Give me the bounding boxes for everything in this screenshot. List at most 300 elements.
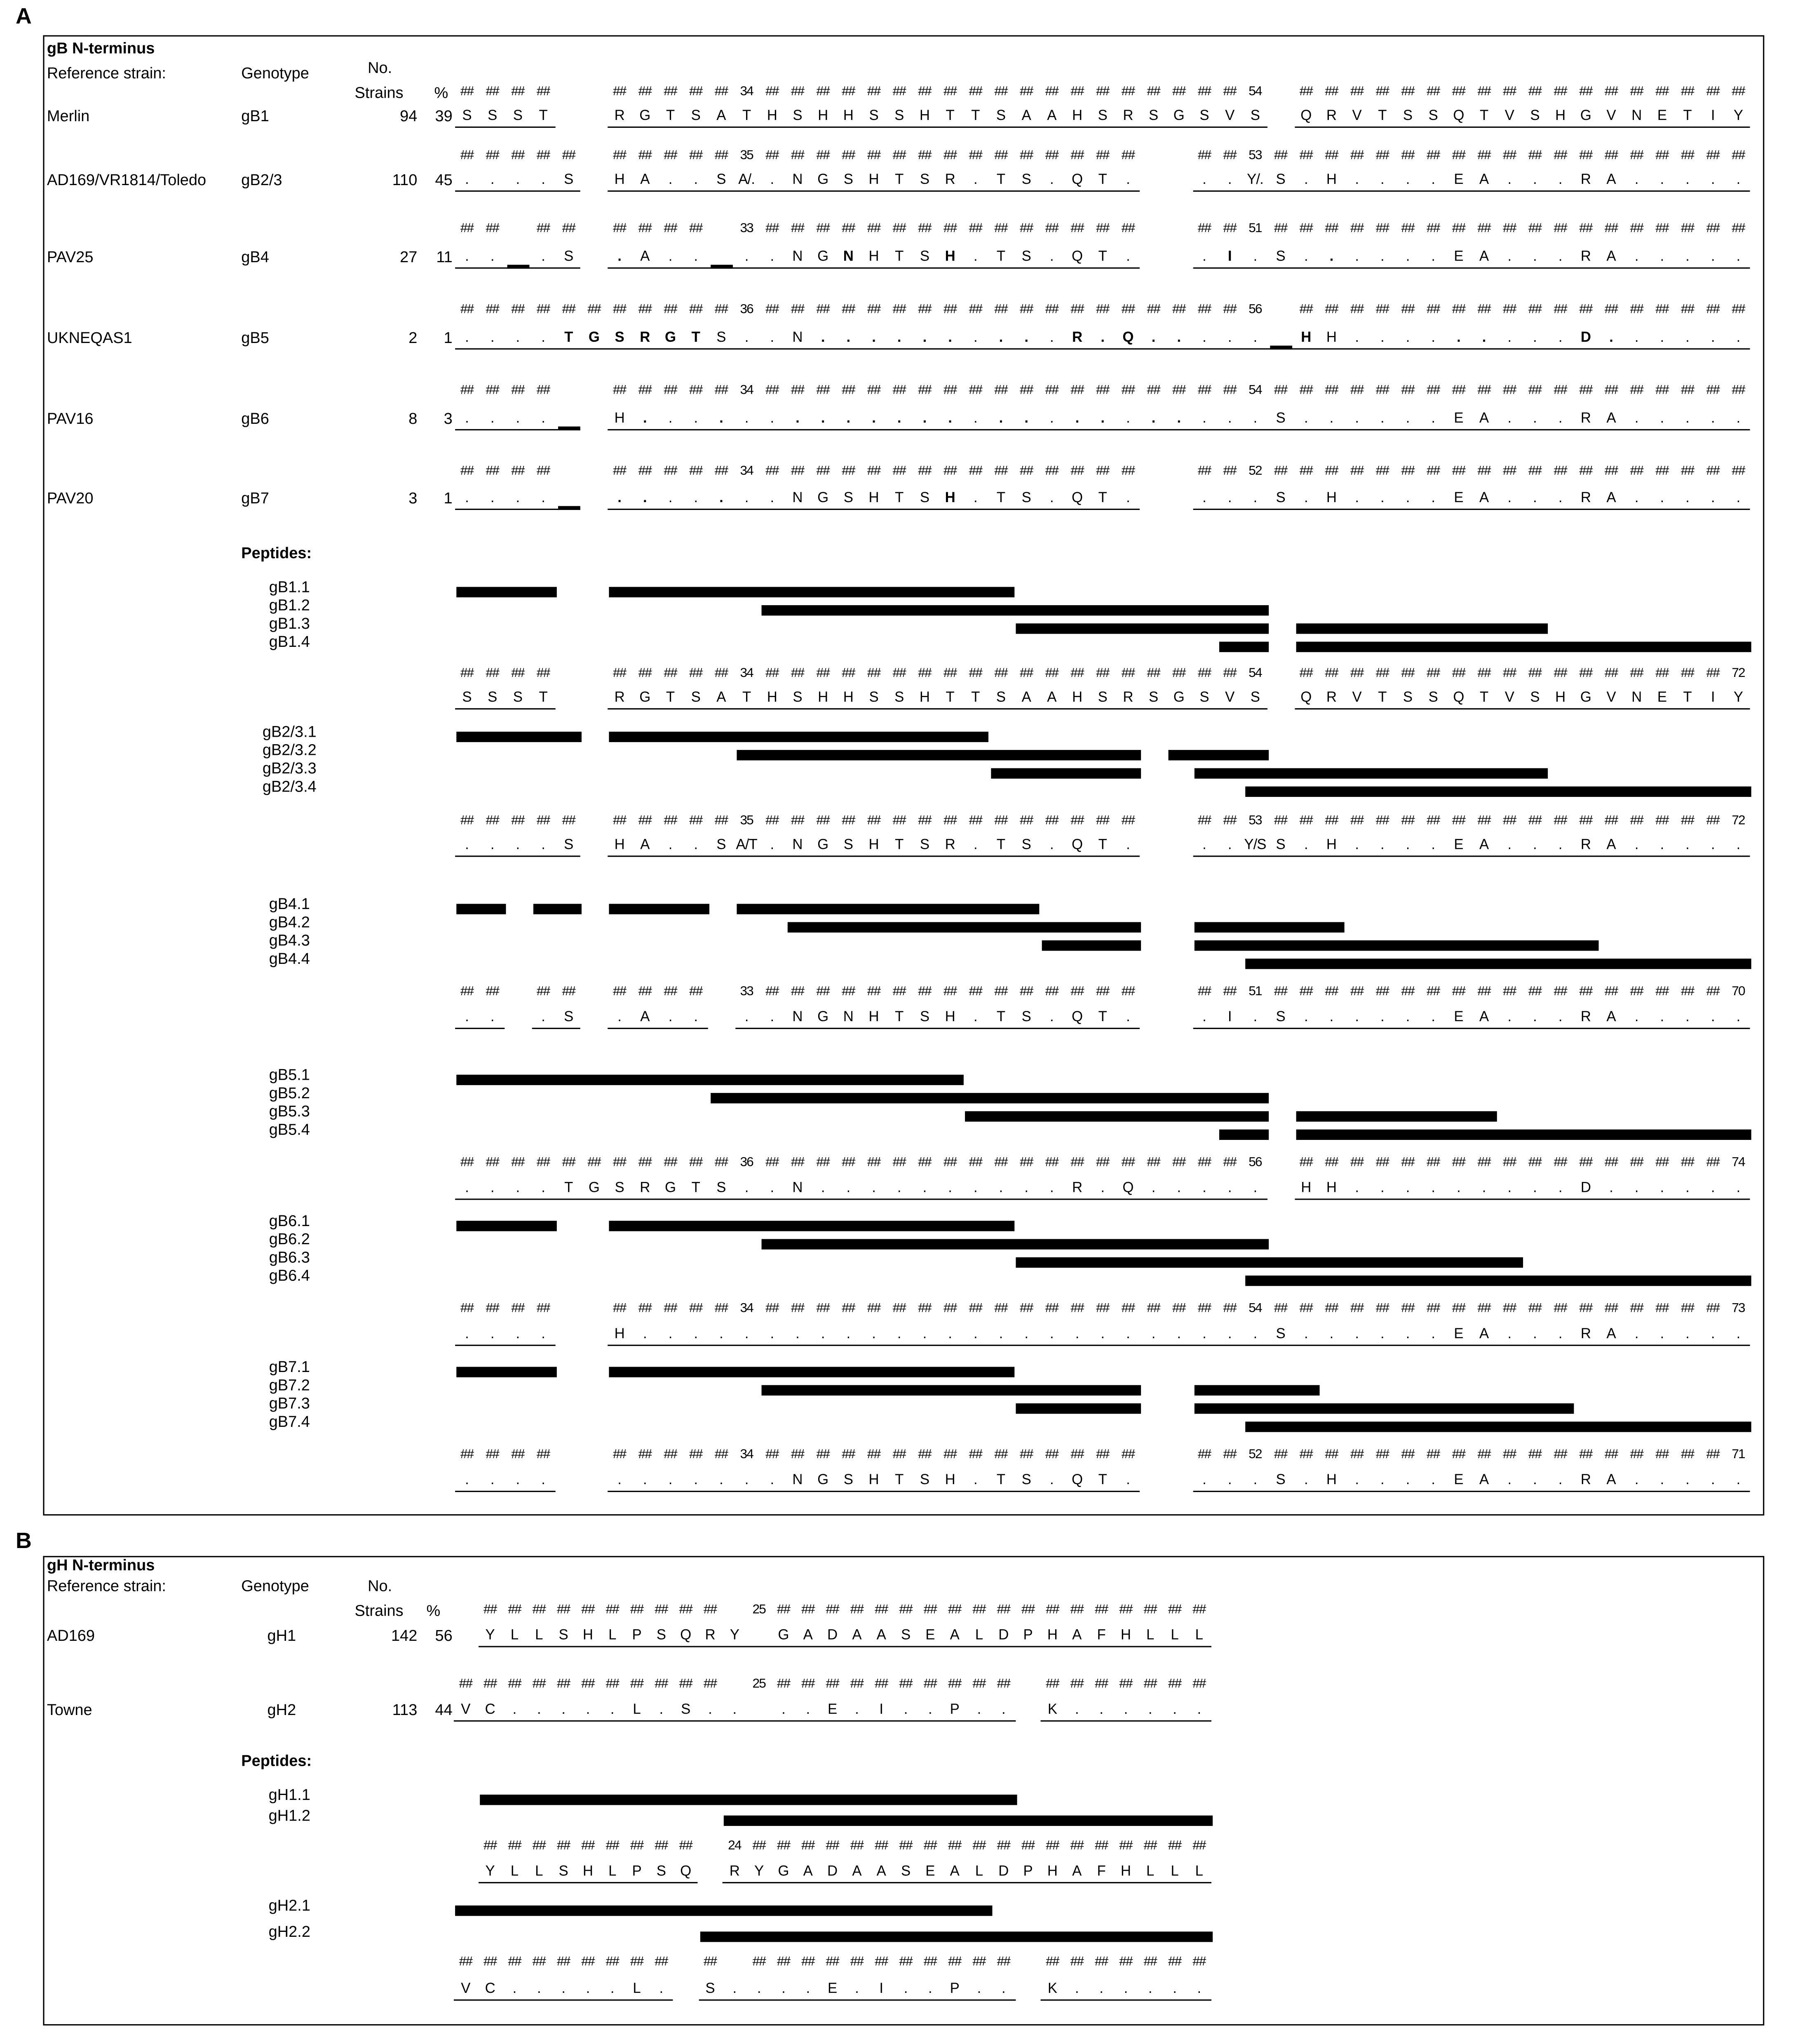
residue: N <box>843 249 854 265</box>
position-marker: ## <box>1223 1447 1236 1462</box>
panel-b-title: gH N-terminus <box>47 1556 155 1574</box>
position-marker: ## <box>1401 85 1414 99</box>
residue: T <box>895 249 904 265</box>
residue: S <box>869 690 878 706</box>
position-marker: ## <box>791 148 804 163</box>
residue: . <box>1558 411 1562 427</box>
position-marker: ## <box>689 464 702 479</box>
residue: . <box>1101 411 1105 427</box>
peptide-bar <box>1194 1385 1319 1396</box>
position-number: 36 <box>740 1155 753 1170</box>
position-marker: ## <box>791 1302 804 1316</box>
residue: . <box>846 411 850 427</box>
position-marker: ## <box>943 814 957 828</box>
position-marker: ## <box>867 221 880 236</box>
position-marker: ## <box>1528 814 1542 828</box>
position-marker: ## <box>765 221 779 236</box>
peptide-bar <box>1041 940 1141 951</box>
strain-percent: 56 <box>435 1626 453 1645</box>
position-marker: ## <box>1096 383 1109 398</box>
residue: . <box>1075 411 1079 427</box>
residue: . <box>490 837 494 853</box>
position-marker: ## <box>791 984 804 999</box>
position-marker: ## <box>1121 383 1135 398</box>
residue: . <box>1406 1326 1410 1342</box>
position-marker: ## <box>1655 148 1669 163</box>
position-marker: ## <box>918 464 931 479</box>
position-number: 33 <box>740 984 753 999</box>
residue: T <box>946 108 954 124</box>
residue: K <box>1047 1981 1057 1997</box>
position-marker: ## <box>1680 1447 1694 1462</box>
position-marker: ## <box>511 148 524 163</box>
position-marker: ## <box>867 814 880 828</box>
position-marker: ## <box>1706 984 1720 999</box>
position-marker: ## <box>791 302 804 317</box>
position-marker: ## <box>816 814 829 828</box>
residue: . <box>1431 172 1435 188</box>
residue: C <box>485 1981 495 1997</box>
residue: S <box>1276 1326 1285 1342</box>
position-marker: ## <box>508 1955 521 1970</box>
peptide-name: gB2/3.1 <box>262 722 317 741</box>
residue: S <box>843 490 853 506</box>
position-marker: ## <box>556 1677 570 1692</box>
residue: N <box>792 172 803 188</box>
strain-count: 94 <box>400 107 418 125</box>
position-marker: ## <box>1528 1447 1542 1462</box>
position-marker: ## <box>943 221 957 236</box>
residue: . <box>541 1472 545 1488</box>
position-marker: ## <box>801 1677 814 1692</box>
residue: N <box>792 837 803 853</box>
residue: S <box>901 1863 911 1880</box>
residue: . <box>1304 411 1308 427</box>
residue: T <box>971 108 980 124</box>
position-marker: ## <box>997 1839 1010 1854</box>
residue: . <box>516 490 520 506</box>
residue: P <box>632 1863 641 1880</box>
position-marker: ## <box>1732 85 1745 99</box>
position-marker: ## <box>1172 1155 1185 1170</box>
position-marker: ## <box>1094 1677 1108 1692</box>
residue: . <box>1482 330 1486 346</box>
position-marker: ## <box>1168 1839 1181 1854</box>
residue: . <box>1507 330 1511 346</box>
sequence-underline <box>455 509 580 510</box>
position-marker: ## <box>1119 1677 1132 1692</box>
position-marker: ## <box>842 1302 855 1316</box>
sequence-underline <box>608 190 1140 192</box>
residue: . <box>1304 1472 1308 1488</box>
residue: . <box>1227 1180 1232 1196</box>
position-marker: ## <box>1528 221 1542 236</box>
sequence-underline <box>1192 1028 1750 1029</box>
position-marker: ## <box>1630 302 1643 317</box>
position-marker: ## <box>1325 85 1338 99</box>
residue: H <box>843 690 854 706</box>
position-number: 34 <box>740 383 753 398</box>
peptide-name: gB7.4 <box>269 1412 310 1431</box>
position-marker: ## <box>1143 1839 1157 1854</box>
position-marker: ## <box>1096 666 1109 681</box>
residue: S <box>488 690 497 706</box>
residue: . <box>465 172 469 188</box>
residue: H <box>582 1863 593 1880</box>
residue: . <box>1406 172 1410 188</box>
position-marker: ## <box>1070 148 1084 163</box>
position-marker: ## <box>483 1839 497 1854</box>
residue: . <box>1227 172 1232 188</box>
position-marker: ## <box>1045 666 1058 681</box>
position-marker: ## <box>581 1955 594 1970</box>
residue: . <box>1151 411 1155 427</box>
residue: V <box>1606 108 1616 124</box>
peptide-bar <box>456 1221 556 1231</box>
residue: S <box>1276 490 1285 506</box>
position-marker: ## <box>486 464 499 479</box>
position-marker: ## <box>1401 302 1414 317</box>
residue: E <box>827 1702 837 1718</box>
position-marker: ## <box>1121 1447 1135 1462</box>
residue: . <box>897 1326 901 1342</box>
position-marker: ## <box>972 1839 986 1854</box>
residue: S <box>793 108 802 124</box>
residue: S <box>920 490 929 506</box>
position-marker: ## <box>1325 984 1338 999</box>
sequence-underline <box>608 509 1140 510</box>
residue: . <box>744 411 749 427</box>
residue: . <box>1634 1180 1638 1196</box>
position-marker: ## <box>948 1603 961 1617</box>
residue: . <box>1329 1009 1333 1025</box>
position-marker: ## <box>1020 984 1033 999</box>
residue: H <box>1047 1863 1058 1880</box>
position-marker: ## <box>1732 302 1745 317</box>
position-marker: ## <box>1375 383 1389 398</box>
position-marker: ## <box>994 302 1007 317</box>
position-marker: ## <box>664 666 677 681</box>
position-marker: ## <box>1554 85 1567 99</box>
position-marker: ## <box>536 85 550 99</box>
position-marker: ## <box>1070 85 1084 99</box>
residue: . <box>610 1981 614 1997</box>
position-marker: ## <box>486 148 499 163</box>
residue: . <box>999 411 1003 427</box>
position-marker: ## <box>1020 302 1033 317</box>
position-number: 56 <box>1249 1155 1262 1170</box>
sequence-underline <box>531 1028 580 1029</box>
position-marker: ## <box>816 1155 829 1170</box>
residue: I <box>1711 690 1715 706</box>
position-marker: ## <box>918 1155 931 1170</box>
residue: . <box>719 1472 723 1488</box>
residue: A <box>1606 411 1616 427</box>
residue: . <box>1736 837 1740 853</box>
residue: . <box>1685 330 1690 346</box>
residue: T <box>1683 108 1692 124</box>
position-marker: ## <box>875 1839 888 1854</box>
peptide-name: gB7.2 <box>269 1376 310 1394</box>
residue: . <box>465 249 469 265</box>
residue: . <box>1202 1180 1206 1196</box>
position-marker: ## <box>972 1603 986 1617</box>
position-number: 51 <box>1249 221 1262 236</box>
position-marker: ## <box>1070 1955 1084 1970</box>
residue: . <box>1050 411 1054 427</box>
position-marker: ## <box>826 1603 839 1617</box>
residue: S <box>996 108 1006 124</box>
position-marker: ## <box>1274 1447 1287 1462</box>
position-marker: ## <box>1350 464 1364 479</box>
residue: . <box>770 490 774 506</box>
position-marker: ## <box>1401 666 1414 681</box>
residue: . <box>846 330 850 346</box>
residue: R <box>1072 1180 1082 1196</box>
position-marker: ## <box>536 221 550 236</box>
residue: T <box>1378 690 1387 706</box>
position-marker: ## <box>1020 666 1033 681</box>
position-marker: ## <box>1223 814 1236 828</box>
residue: . <box>659 1981 663 1997</box>
position-marker: ## <box>994 1155 1007 1170</box>
position-marker: ## <box>511 85 524 99</box>
position-marker: ## <box>850 1677 864 1692</box>
position-marker: ## <box>1604 984 1618 999</box>
residue: T <box>895 1009 904 1025</box>
position-marker: ## <box>1655 814 1669 828</box>
residue: . <box>541 1180 545 1196</box>
position-marker: ## <box>1197 85 1211 99</box>
position-marker: ## <box>1192 1603 1206 1617</box>
sequence-underline <box>1294 1198 1750 1200</box>
residue: S <box>462 690 472 706</box>
peptide-bar <box>456 1367 556 1377</box>
residue: L <box>975 1628 983 1644</box>
position-marker: ## <box>638 984 652 999</box>
position-marker: ## <box>816 85 829 99</box>
position-marker: ## <box>1655 984 1669 999</box>
position-marker: ## <box>816 1447 829 1462</box>
position-marker: ## <box>892 302 906 317</box>
no-header: No. <box>368 1576 392 1595</box>
position-marker: ## <box>826 1955 839 1970</box>
residue: A <box>1479 1009 1489 1025</box>
position-marker: ## <box>664 984 677 999</box>
position-marker: ## <box>1223 666 1236 681</box>
position-marker: ## <box>1020 1302 1033 1316</box>
position-marker: ## <box>613 1155 626 1170</box>
residue: H <box>614 1326 624 1342</box>
position-marker: ## <box>1528 666 1542 681</box>
peptide-bar <box>1245 787 1751 797</box>
position-marker: ## <box>1554 221 1567 236</box>
residue: S <box>1021 249 1031 265</box>
residue: . <box>922 1326 927 1342</box>
residue: . <box>1685 249 1690 265</box>
position-marker: ## <box>1325 221 1338 236</box>
strain-percent: 45 <box>435 171 453 189</box>
position-marker: ## <box>1680 1155 1694 1170</box>
residue: S <box>559 1863 568 1880</box>
residue: G <box>817 490 828 506</box>
position-marker: ## <box>1452 666 1465 681</box>
position-marker: ## <box>1096 1447 1109 1462</box>
residue: Y <box>1733 108 1743 124</box>
residue: . <box>1380 172 1384 188</box>
residue: L <box>1146 1863 1154 1880</box>
position-marker: ## <box>1325 148 1338 163</box>
position-marker: ## <box>1192 1677 1206 1692</box>
position-marker: ## <box>1579 148 1592 163</box>
residue: . <box>490 1326 494 1342</box>
position-marker: ## <box>994 1302 1007 1316</box>
position-marker: ## <box>1604 85 1618 99</box>
position-marker: ## <box>969 383 982 398</box>
residue: S <box>1199 108 1209 124</box>
residue: T <box>1098 837 1107 853</box>
residue: . <box>1202 490 1206 506</box>
residue: . <box>1253 1326 1257 1342</box>
residue: S <box>691 108 700 124</box>
peptide-bar <box>479 1795 1016 1805</box>
position-marker: ## <box>1350 1155 1364 1170</box>
residue: . <box>1355 1472 1359 1488</box>
position-number: 70 <box>1732 984 1745 999</box>
residue: H <box>818 108 828 124</box>
position-marker: ## <box>1094 1955 1108 1970</box>
residue: . <box>1050 330 1054 346</box>
position-marker: ## <box>486 1302 499 1316</box>
residue: S <box>1021 837 1031 853</box>
residue: H <box>1120 1863 1131 1880</box>
position-marker: ## <box>765 984 779 999</box>
residue: . <box>1329 249 1333 265</box>
residue: H <box>767 108 777 124</box>
position-marker: ## <box>1706 302 1720 317</box>
position-marker: ## <box>1070 221 1084 236</box>
strain-percent: 1 <box>444 329 453 347</box>
position-marker: ## <box>1045 464 1058 479</box>
residue: . <box>1177 1180 1181 1196</box>
residue: Y <box>485 1628 495 1644</box>
sequence-underline <box>455 1198 1267 1200</box>
residue: . <box>1533 330 1537 346</box>
residue: . <box>744 249 749 265</box>
residue: H <box>767 690 777 706</box>
position-marker: ## <box>816 383 829 398</box>
position-marker: ## <box>1350 984 1364 999</box>
position-marker: ## <box>1223 85 1236 99</box>
position-marker: ## <box>842 1155 855 1170</box>
residue: G <box>664 1180 676 1196</box>
residue: . <box>1558 1472 1562 1488</box>
residue: . <box>541 837 545 853</box>
position-marker: ## <box>1477 464 1490 479</box>
sequence-underline <box>1192 855 1750 857</box>
position-marker: ## <box>969 148 982 163</box>
peptide-name: gB2/3.3 <box>262 759 317 778</box>
residue: . <box>512 1981 516 1997</box>
residue: . <box>846 1180 850 1196</box>
peptide-bar <box>609 1367 1014 1377</box>
position-marker: ## <box>483 1677 497 1692</box>
position-marker: ## <box>842 984 855 999</box>
residue: . <box>1355 411 1359 427</box>
residue: A <box>803 1863 812 1880</box>
residue: . <box>668 1326 672 1342</box>
residue: . <box>1533 1326 1537 1342</box>
peptide-name: gB4.2 <box>269 913 310 931</box>
residue: R <box>640 330 650 346</box>
residue: . <box>1227 1326 1232 1342</box>
position-marker: ## <box>1121 464 1135 479</box>
residue: A <box>852 1863 861 1880</box>
residue: . <box>1634 1472 1638 1488</box>
position-marker: ## <box>1046 1839 1059 1854</box>
position-marker: ## <box>791 814 804 828</box>
position-marker: ## <box>486 984 499 999</box>
residue: . <box>1711 490 1715 506</box>
residue: T <box>895 1472 904 1488</box>
position-marker: ## <box>850 1603 864 1617</box>
position-marker: ## <box>1477 666 1490 681</box>
residue: . <box>1202 172 1206 188</box>
residue: Q <box>1072 249 1083 265</box>
position-marker: ## <box>1554 1447 1567 1462</box>
position-marker: ## <box>556 1603 570 1617</box>
position-marker: ## <box>1020 85 1033 99</box>
peptide-name: gB1.3 <box>269 614 310 633</box>
residue: A <box>1606 490 1616 506</box>
residue: . <box>1202 411 1206 427</box>
residue: . <box>541 411 545 427</box>
position-marker: ## <box>1197 383 1211 398</box>
position-marker: ## <box>923 1677 937 1692</box>
position-marker: ## <box>842 148 855 163</box>
residue: . <box>744 330 749 346</box>
position-marker: ## <box>994 984 1007 999</box>
residue: . <box>1736 1180 1740 1196</box>
position-marker: ## <box>1375 984 1389 999</box>
residue: S <box>462 108 472 124</box>
position-marker: ## <box>875 1603 888 1617</box>
residue: Q <box>1072 837 1083 853</box>
peptide-bar <box>455 1905 992 1916</box>
position-marker: ## <box>791 383 804 398</box>
position-marker: ## <box>1630 148 1643 163</box>
peptide-bar <box>762 605 1268 616</box>
position-marker: ## <box>689 1155 702 1170</box>
position-marker: ## <box>1070 1839 1084 1854</box>
residue: E <box>1454 172 1463 188</box>
position-marker: ## <box>994 1447 1007 1462</box>
residue: L <box>535 1628 543 1644</box>
residue: H <box>1326 837 1337 853</box>
residue: . <box>1177 411 1181 427</box>
position-marker: ## <box>826 1839 839 1854</box>
residue: . <box>922 1180 927 1196</box>
position-marker: ## <box>1274 984 1287 999</box>
position-marker: ## <box>1121 666 1135 681</box>
position-marker: ## <box>613 383 626 398</box>
position-marker: ## <box>918 302 931 317</box>
residue: L <box>975 1863 983 1880</box>
position-marker: ## <box>1325 1447 1338 1462</box>
position-marker: ## <box>556 1955 570 1970</box>
position-marker: ## <box>679 1603 692 1617</box>
residue: . <box>668 837 672 853</box>
